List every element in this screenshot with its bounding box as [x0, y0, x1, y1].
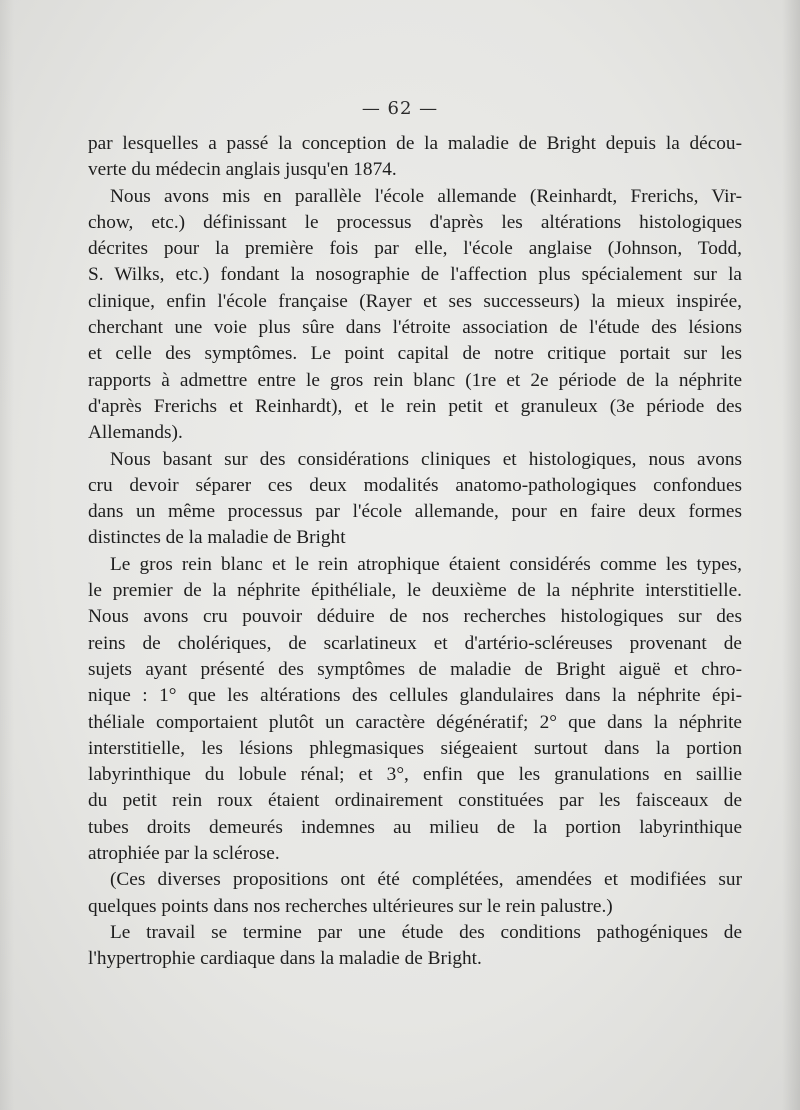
text-line: décrites pour la première fois par elle, l'école anglaise (Johnson, Todd,	[88, 238, 742, 260]
text-line: nique : 1° que les altérations des cellules glandulaires dans la néphrite épi-	[88, 685, 742, 707]
text-line: interstitielle, les lésions phlegmasiques siégeaient surtout dans la portion	[88, 737, 742, 759]
page-number: — 62 —	[361, 98, 439, 119]
text-line: Allemands).	[88, 422, 183, 444]
text-line: quelques points dans nos recherches ultérieures sur le rein palustre.)	[88, 895, 613, 917]
text-line: reins de cholériques, de scarlatineux et d'artério-scléreuses provenant de	[88, 632, 742, 654]
text-line: théliale comportaient plutôt un caractère dégénératif; 2° que dans la néphrite	[88, 711, 742, 733]
text-line: et celle des symptômes. Le point capital de notre critique portait sur les	[88, 343, 742, 365]
text-line: verte du médecin anglais jusqu'en 1874.	[88, 159, 397, 181]
text-line: (Ces diverses propositions ont été complétées, amendées et modifiées sur	[110, 869, 742, 891]
text-line: du petit rein roux étaient ordinairement constituées par les faisceaux de	[88, 790, 742, 812]
text-line: sujets ayant présenté des symptômes de maladie de Bright aiguë et chro-	[88, 658, 742, 680]
text-line: Nous avons mis en parallèle l'école allemande (Reinhardt, Frerichs, Vir-	[110, 185, 742, 207]
page-edge-shadow-left	[0, 0, 14, 1110]
text-line: atrophiée par la sclérose.	[88, 843, 280, 865]
text-line: Le travail se termine par une étude des conditions pathogéniques de	[110, 921, 742, 943]
text-line: l'hypertrophie cardiaque dans la maladie de Bright.	[88, 948, 482, 970]
text-line: Nous avons cru pouvoir déduire de nos recherches histologiques sur des	[88, 606, 742, 628]
text-line: S. Wilks, etc.) fondant la nosographie de l'affection plus spécialement sur la	[88, 264, 742, 286]
text-line: dans un même processus par l'école allemande, pour en faire deux formes	[88, 501, 742, 523]
text-line: Nous basant sur des considérations cliniques et histologiques, nous avons	[110, 448, 742, 470]
text-line: labyrinthique du lobule rénal; et 3°, enfin que les granulations en saillie	[88, 764, 742, 786]
body-text	[88, 131, 742, 973]
text-line: clinique, enfin l'école française (Rayer et ses successeurs) la mieux inspirée,	[88, 290, 742, 312]
page-edge-shadow-right	[782, 0, 800, 1110]
text-line: cru devoir séparer ces deux modalités anatomo-pathologiques confondues	[88, 474, 742, 496]
text-line: Le gros rein blanc et le rein atrophique étaient considérés comme les types,	[110, 553, 742, 575]
text-line: le premier de la néphrite épithéliale, le deuxième de la néphrite interstitielle.	[88, 580, 742, 602]
text-line: tubes droits demeurés indemnes au milieu de la portion labyrinthique	[88, 816, 742, 838]
text-line: cherchant une voie plus sûre dans l'étroite association de l'étude des lésions	[88, 317, 742, 339]
text-line: d'après Frerichs et Reinhardt), et le rein petit et granuleux (3e période des	[88, 395, 742, 417]
text-line: par lesquelles a passé la conception de la maladie de Bright depuis la décou-	[88, 133, 742, 154]
text-line: chow, etc.) définissant le processus d'après les altérations histologiques	[88, 211, 742, 233]
text-line: distinctes de la maladie de Bright	[88, 527, 346, 549]
text-line: rapports à admettre entre le gros rein blanc (1re et 2e période de la néphrite	[88, 369, 742, 391]
